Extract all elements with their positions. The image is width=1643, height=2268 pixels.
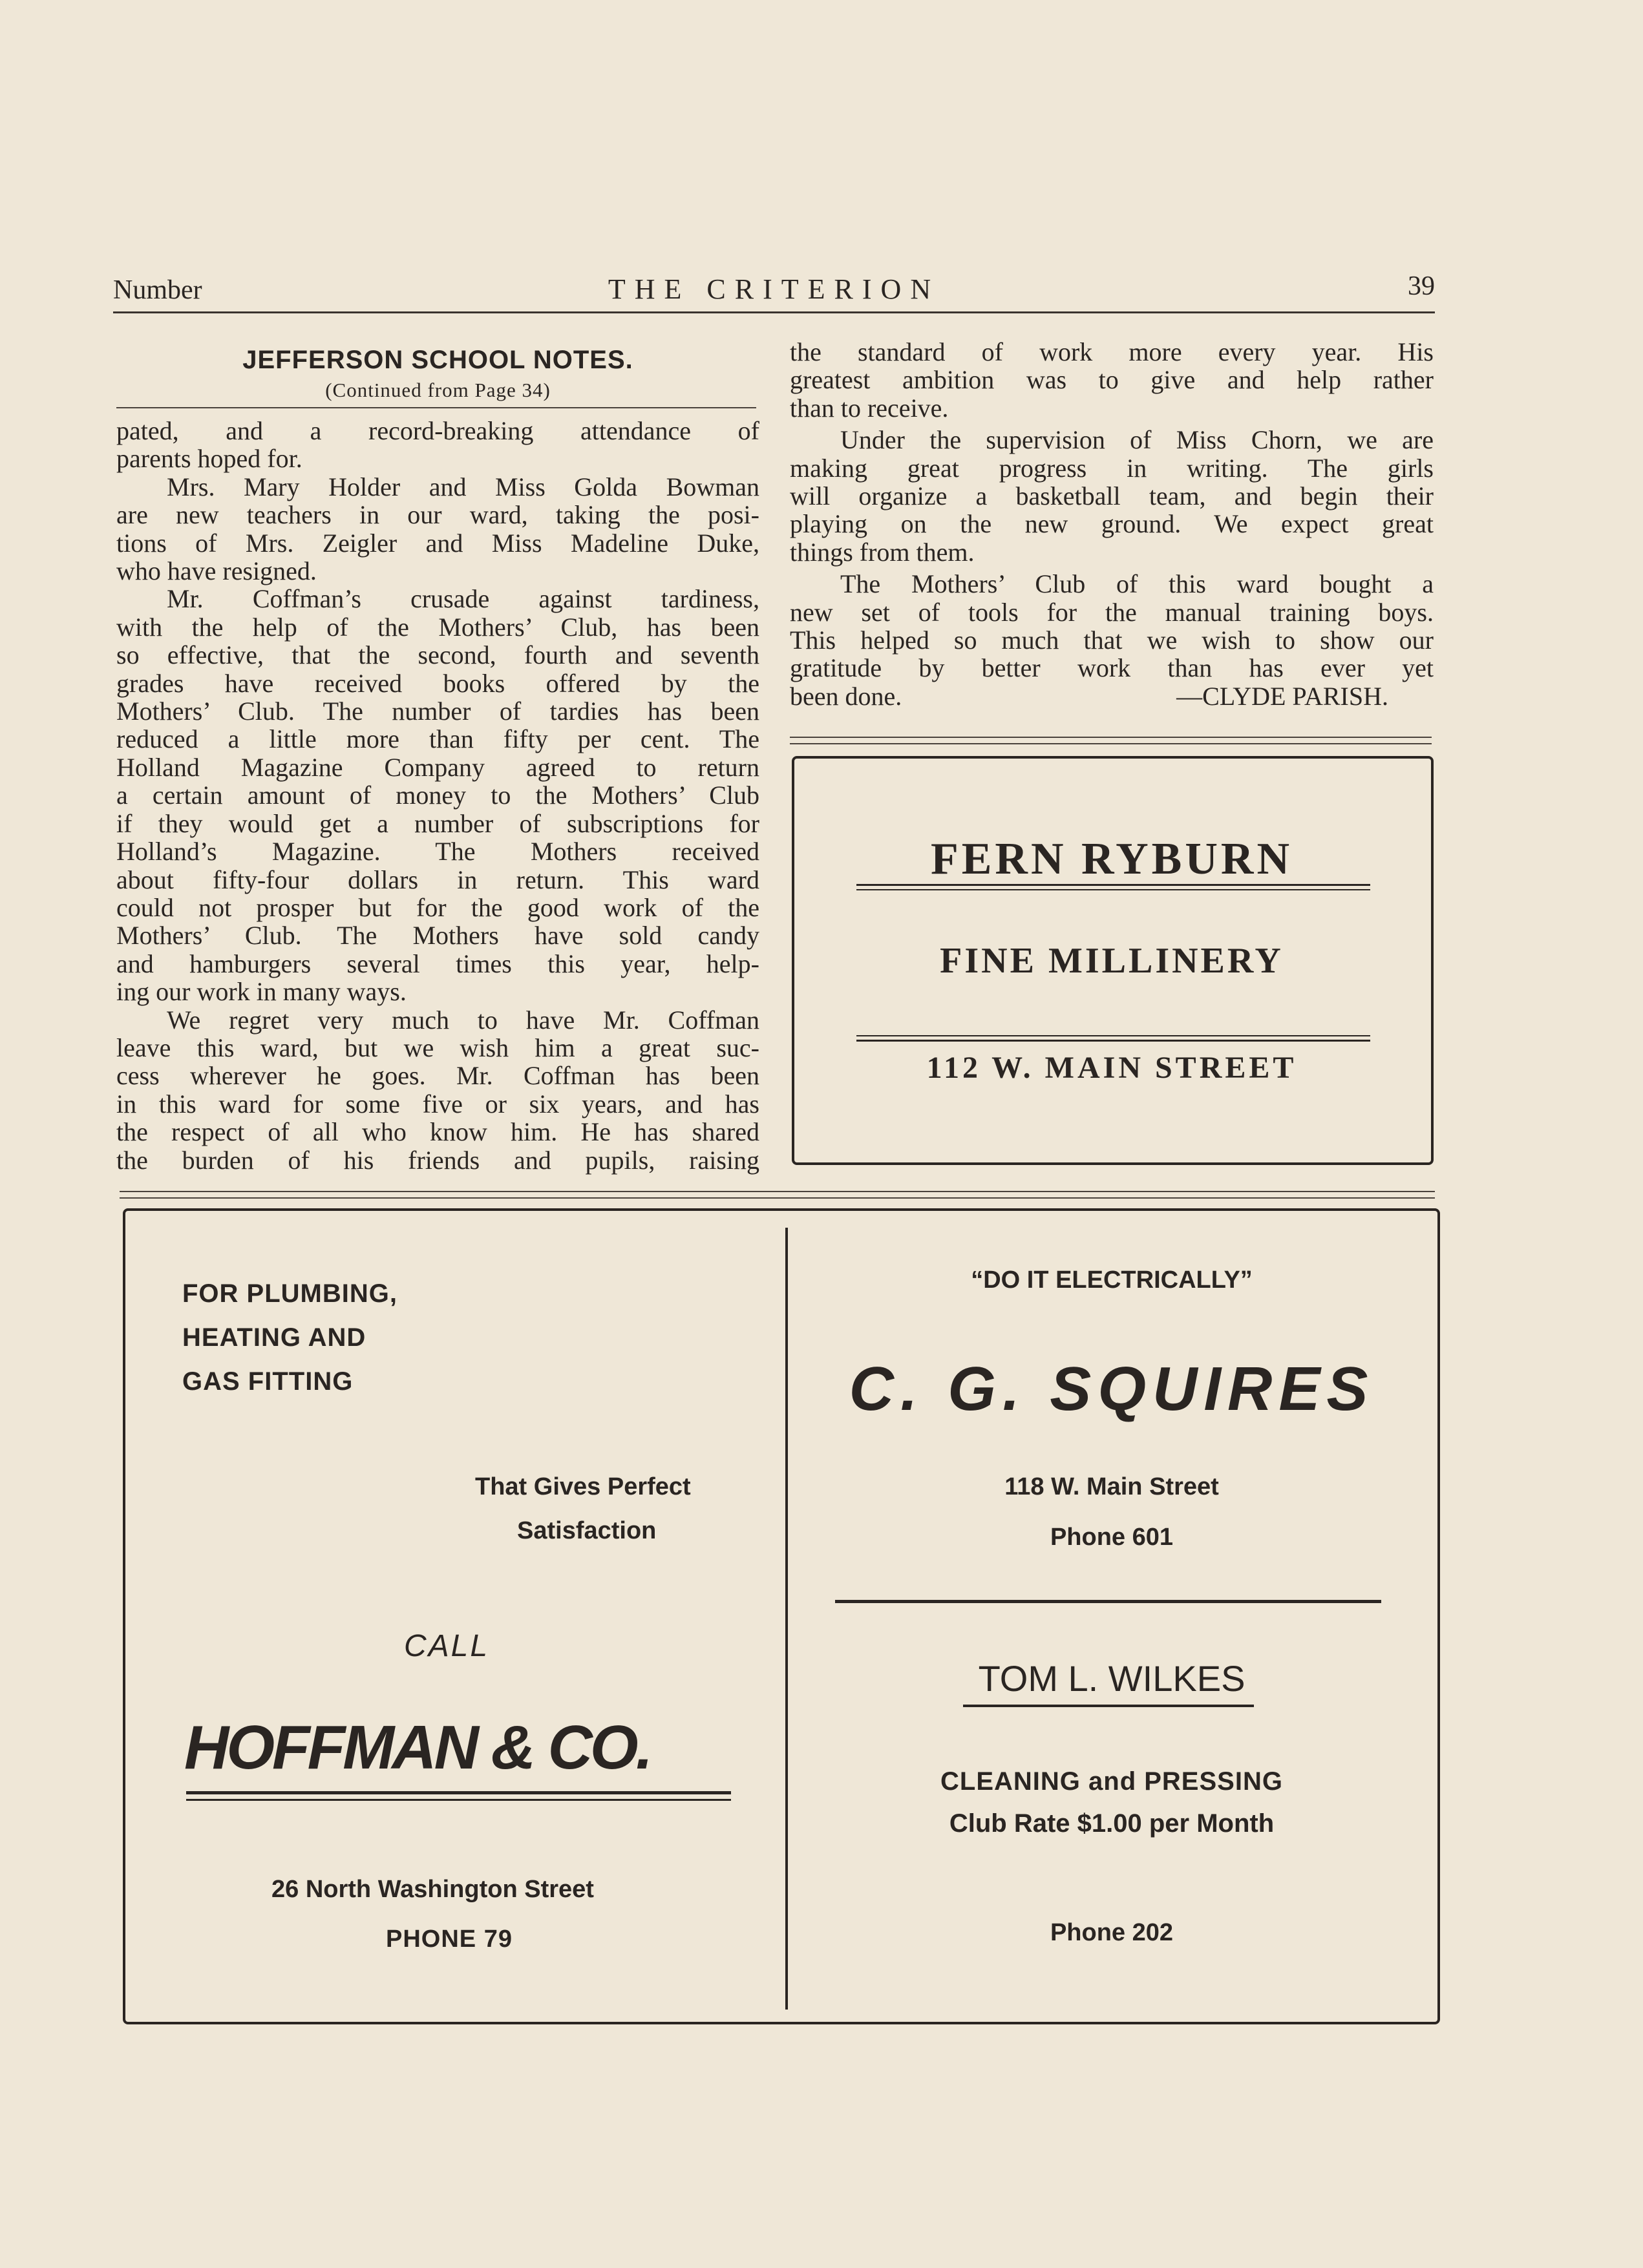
publication-title: THE CRITERION xyxy=(608,273,940,305)
text-line: tions of Mrs. Zeigler and Miss Madeline Duke, xyxy=(116,528,759,558)
fern-rule xyxy=(856,1040,1370,1042)
article-title: JEFFERSON SCHOOL NOTES. xyxy=(242,346,633,374)
header-rule xyxy=(113,311,1435,313)
text-line: reduced a little more than fifty per cent. The xyxy=(116,724,759,754)
squires-slogan: “DO IT ELECTRICALLY” xyxy=(971,1266,1253,1294)
hoffman-service-line: HEATING AND xyxy=(182,1323,366,1352)
text-line: than to receive. xyxy=(790,393,949,423)
running-header xyxy=(113,268,1435,313)
text-line: pated, and a record-breaking attendance of xyxy=(116,416,759,445)
text-line: We regret very much to have Mr. Coffman xyxy=(167,1005,759,1034)
text-line: Holland’s Magazine. The Mothers received xyxy=(116,837,759,866)
text-line: ing our work in many ways. xyxy=(116,977,407,1007)
text-line: The Mothers’ Club of this ward bought a xyxy=(840,569,1434,599)
double-rule xyxy=(790,737,1432,744)
text-line: grades have received books offered by the xyxy=(116,668,759,698)
hoffman-tagline: Satisfaction xyxy=(517,1517,657,1544)
text-line: gratitude by better work than has ever yet xyxy=(790,653,1434,683)
text-line: are new teachers in our ward, taking the posi- xyxy=(116,500,759,530)
article-column-right xyxy=(790,338,1434,710)
text-line: Mothers’ Club. The number of tardies has been xyxy=(116,697,759,726)
text-line: with the help of the Mothers’ Club, has been xyxy=(116,612,759,642)
text-line: the burden of his friends and pupils, raising xyxy=(116,1145,759,1175)
text-line: things from them. xyxy=(790,537,975,567)
page-number: 39 xyxy=(1408,271,1435,301)
wilkes-rate: Club Rate $1.00 per Month xyxy=(949,1809,1275,1838)
ad-divider xyxy=(785,1228,788,2010)
hoffman-service-line: GAS FITTING xyxy=(182,1367,354,1396)
closing-text: been done. xyxy=(790,681,902,711)
text-line: greatest ambition was to give and help rather xyxy=(790,365,1434,395)
squires-phone: Phone 601 xyxy=(1050,1524,1174,1551)
hoffman-service-line: FOR PLUMBING, xyxy=(182,1279,398,1308)
squires-name: C. G. SQUIRES xyxy=(849,1354,1375,1423)
hoffman-rule xyxy=(186,1791,731,1794)
closing-line xyxy=(790,682,1434,710)
article-column-left xyxy=(116,417,759,1174)
text-line: the respect of all who know him. He has shared xyxy=(116,1117,759,1147)
text-line: the standard of work more every year. His xyxy=(790,337,1434,366)
double-rule xyxy=(120,1191,1435,1199)
header-number-label: Number xyxy=(113,275,202,305)
text-line: making great progress in writing. The girls xyxy=(790,453,1434,483)
text-line: and hamburgers several times this year, help- xyxy=(116,949,759,978)
text-line: about fifty-four dollars in return. This ward xyxy=(116,865,759,894)
text-line: leave this ward, but we wish him a great suc- xyxy=(116,1033,759,1062)
hoffman-rule xyxy=(186,1799,731,1801)
hoffman-tagline: That Gives Perfect xyxy=(475,1473,691,1500)
squires-address: 118 W. Main Street xyxy=(1004,1473,1219,1500)
hoffman-address: 26 North Washington Street xyxy=(271,1876,594,1903)
article-signature: —CLYDE PARISH. xyxy=(1176,681,1388,711)
text-line: so effective, that the second, fourth and seventh xyxy=(116,640,759,670)
fern-ryburn-name: FERN RYBURN xyxy=(930,834,1293,884)
title-rule xyxy=(116,407,756,408)
text-line: Mr. Coffman’s crusade against tardiness, xyxy=(167,584,759,614)
text-line: could not prosper but for the good work of the xyxy=(116,892,759,922)
fern-ryburn-line: FINE MILLINERY xyxy=(940,941,1284,981)
text-line: in this ward for some five or six years, and has xyxy=(116,1089,759,1118)
wilkes-service: CLEANING and PRESSING xyxy=(940,1767,1283,1796)
article-subtitle: (Continued from Page 34) xyxy=(325,379,551,401)
text-line: will organize a basketball team, and begin their xyxy=(790,481,1434,511)
text-line: This helped so much that we wish to show our xyxy=(790,625,1434,655)
text-line: parents hoped for. xyxy=(116,444,302,474)
fern-rule xyxy=(856,1035,1370,1036)
text-line: who have resigned. xyxy=(116,556,317,586)
text-line: Under the supervision of Miss Chorn, we are xyxy=(840,425,1434,455)
text-line: cess wherever he goes. Mr. Coffman has been xyxy=(116,1061,759,1091)
text-line: a certain amount of money to the Mothers’ Club xyxy=(116,781,759,810)
hoffman-call: CALL xyxy=(404,1629,490,1663)
wilkes-name: TOM L. WILKES xyxy=(978,1658,1246,1699)
text-line: Mothers’ Club. The Mothers have sold candy xyxy=(116,921,759,950)
text-line: Holland Magazine Company agreed to return xyxy=(116,752,759,782)
text-line: Mrs. Mary Holder and Miss Golda Bowman xyxy=(167,472,759,501)
fern-ryburn-address: 112 W. MAIN STREET xyxy=(926,1051,1297,1085)
squires-rule xyxy=(835,1600,1381,1603)
text-line: if they would get a number of subscriptions for xyxy=(116,808,759,838)
hoffman-name: HOFFMAN & CO. xyxy=(184,1713,651,1782)
hoffman-phone: PHONE 79 xyxy=(386,1926,513,1953)
wilkes-phone: Phone 202 xyxy=(1050,1919,1174,1946)
text-line: new set of tools for the manual training boys. xyxy=(790,597,1434,627)
text-line: playing on the new ground. We expect great xyxy=(790,509,1434,539)
fern-rule xyxy=(856,889,1370,890)
wilkes-underline xyxy=(963,1705,1254,1707)
fern-rule xyxy=(856,884,1370,886)
